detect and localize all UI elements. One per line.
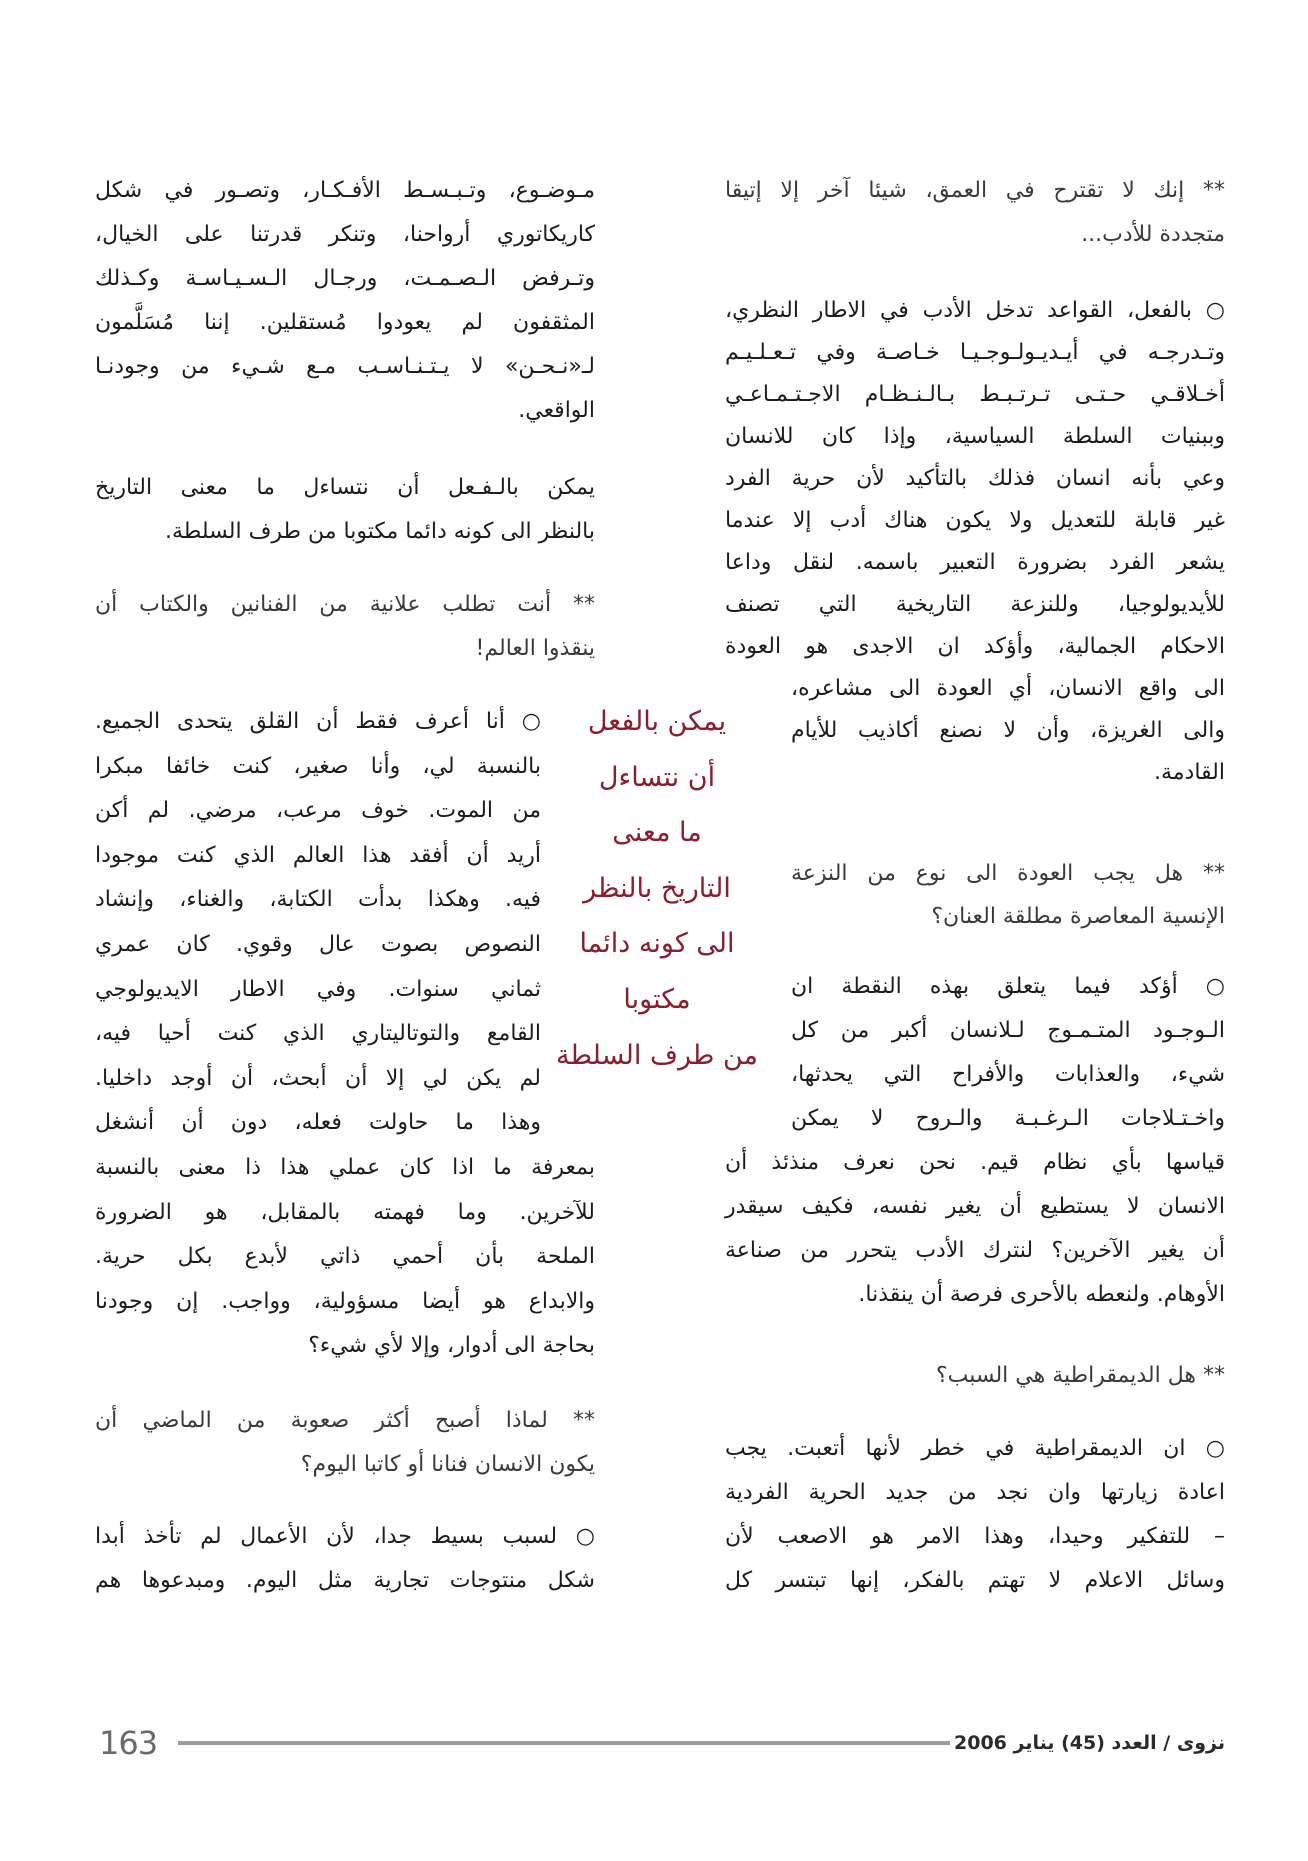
- text-line: ○ أنا أعرف فقط أن القلق يتحدى الجميع.: [95, 709, 541, 734]
- text-line: بمعرفة ما اذا كان عملي هذا ذا معنى بالنسبة: [95, 1154, 595, 1180]
- answer-paragraph: [725, 965, 1225, 1317]
- pull-quote-line: الى كونه دائما: [579, 928, 735, 960]
- question-paragraph: [95, 583, 595, 671]
- text-line: وتـدرجـه في أيـديـولـوجـيـا خـاصـة وفي تـعـلـيـم: [725, 340, 1225, 365]
- text-line: الى واقع الانسان، أي العودة الى مشاعره،: [791, 676, 1225, 701]
- pull-quote-line: التاريخ بالنظر: [583, 872, 731, 904]
- text-line: قياسها بأي نظام قيم. نحن نعرف منذئذ أن: [725, 1150, 1225, 1175]
- pull-quote: [553, 694, 761, 1083]
- text-line: ** لماذا أصبح أكثر صعوبة من الماضي أن: [95, 1408, 595, 1433]
- text-line: القامع والتوتاليتاري الذي كنت أحيا فيه،: [95, 1021, 541, 1047]
- text-line: ○ بالفعل، القواعد تدخل الأدب في الاطار النظري،: [725, 298, 1225, 323]
- text-line: وهذا ما حاولت فعله، دون أن أنشغل: [95, 1110, 541, 1136]
- text-line: متجددة للأدب...: [1081, 222, 1225, 247]
- text-line: الـوجـود المتـمـوج لـلانسان أكبر من كل: [791, 1018, 1225, 1043]
- text-line: أريد أن أفقد هذا العالم الذي كنت موجودا: [95, 842, 541, 868]
- footer-divider: [178, 1741, 950, 1745]
- issue-label: نزوى / العدد (45) يناير 2006: [954, 1732, 1225, 1754]
- text-line: يمكن بالـفـعل أن نتساءل ما معنى التاريخ: [95, 475, 595, 500]
- text-line: أخـلاقـي حـتـى تـرتـبـط بـالـنـظـام الاجـتـمـاعـي: [725, 382, 1225, 407]
- text-line: ** هل الديمقراطية هي السبب؟: [935, 1363, 1225, 1388]
- text-line: مـوضـوع، وتـبـسـط الأفـكـار، وتصـور في شكل: [95, 178, 595, 203]
- text-line: بالنسبة لي، وأنا صغير، كنت خائفا مبكرا: [95, 753, 541, 779]
- text-line: يكون الانسان فنانا أو كاتبا اليوم؟: [300, 1452, 595, 1477]
- text-line: فيه. وهكذا بدأت الكتابة، والغناء، وإنشاد: [95, 887, 541, 913]
- text-line: يشعر الفرد بضرورة التعبير باسمه. لنقل وداعا: [725, 550, 1225, 575]
- pull-quote-line: يمكن بالفعل: [587, 706, 727, 737]
- question-paragraph: [725, 852, 1225, 938]
- text-line: ثماني سنوات. وفي الاطار الايديولوجي: [95, 976, 541, 1002]
- question-paragraph: [95, 1399, 595, 1487]
- text-line: لـ«نـحـن» لا يـتـنـاسـب مـع شـيء من وجودنـا: [95, 354, 595, 379]
- text-line: وببنيات السلطة السياسية، وإذا كان للانسان: [725, 424, 1225, 449]
- text-line: اعادة زيارتها وان نجد من جديد الحرية الفردية: [725, 1480, 1225, 1505]
- text-line: بحاجة الى أدوار، وإلا لأي شيء؟: [308, 1333, 595, 1359]
- text-line: ** إنك لا تقترح في العمق، شيئا آخر إلا إتيقا: [725, 178, 1225, 203]
- text-line: لم يكن لي إلا أن أبحث، أن أوجد داخليا.: [95, 1065, 541, 1091]
- text-line: الأوهام. ولنعطه بالأحرى فرصة أن ينقذنا.: [858, 1282, 1225, 1307]
- answer-continuation-paragraph: [95, 169, 595, 433]
- text-line: غير قابلة للتعديل ولا يكون هناك أدب إلا عندما: [725, 508, 1225, 533]
- text-line: الإنسية المعاصرة مطلقة العنان؟: [931, 904, 1225, 929]
- answer-paragraph: [95, 700, 595, 1369]
- page-number: 163: [99, 1724, 158, 1762]
- text-line: – للتفكير وحيدا، وهذا الامر هو الاصعب لأن: [725, 1524, 1225, 1549]
- text-line: القادمة.: [1153, 760, 1225, 785]
- pull-quote-line: ما معنى: [612, 817, 702, 849]
- text-line: والى الغريزة، وأن لا نصنع أكاذيب للأيام: [791, 718, 1225, 743]
- text-line: النصوص بصوت عال وقوي. كان عمري: [95, 931, 541, 957]
- body-paragraph: [95, 466, 595, 554]
- text-line: بالنظر الى كونه دائما مكتوبا من طرف السلطة.: [165, 519, 595, 544]
- text-line: وتـرفض الـصـمـت، ورجـال الـسـيـاسـة وكـذلك: [95, 266, 595, 291]
- text-line: ** أنت تطلب علانية من الفنانين والكتاب أن: [95, 592, 595, 617]
- text-line: الملحة بأن أحمي ذاتي لأبدع بكل حرية.: [95, 1244, 595, 1270]
- text-line: شكل منتوجات تجارية مثل اليوم. ومبدعوها هم: [95, 1568, 595, 1593]
- text-line: وسائل الاعلام لا تهتم بالفكر، إنها تبتسر كل: [725, 1568, 1225, 1593]
- text-line: شيء، والعذابات والأفراح التي يحدثها،: [791, 1062, 1225, 1087]
- text-line: المثقفون لم يعودوا مُستقلين. إننا مُسَلَّمون: [95, 310, 595, 335]
- question-paragraph: [725, 1354, 1225, 1398]
- answer-paragraph: [95, 1515, 595, 1603]
- text-line: والابداع هو أيضا مسؤولية، وواجب. إن وجودنا: [95, 1288, 595, 1314]
- answer-paragraph: [725, 290, 1225, 794]
- text-line: ○ ان الديمقراطية في خطر لأنها أتعبت. يجب: [725, 1436, 1225, 1461]
- text-line: واخـتـلاجات الـرغـبـة والـروح لا يمكن: [791, 1106, 1225, 1131]
- left-column: [95, 0, 595, 1700]
- right-column: [725, 0, 1225, 1700]
- question-paragraph: [725, 169, 1225, 257]
- text-line: للأيديولوجيا، وللنزعة التاريخية التي تصنف: [725, 592, 1225, 617]
- text-line: أن يغير الآخرين؟ لنترك الأدب يتحرر من صناعة: [725, 1238, 1225, 1263]
- text-line: وعي بأنه انسان فذلك بالتأكيد لأن حرية الفرد: [725, 466, 1225, 491]
- pull-quote-line: أن نتساءل: [598, 761, 716, 793]
- text-line: ** هل يجب العودة الى نوع من النزعة: [791, 861, 1225, 886]
- text-line: ينقذوا العالم!: [475, 636, 595, 661]
- text-line: من الموت. خوف مرعب، مرضي. لم أكن: [95, 798, 541, 824]
- answer-paragraph: [725, 1427, 1225, 1603]
- text-line: للآخرين. وما فهمته بالمقابل، هو الضرورة: [95, 1199, 595, 1225]
- text-line: كاريكاتوري أرواحنا، وتنكر قدرتنا على الخيال،: [95, 222, 595, 247]
- text-line: الواقعي.: [518, 398, 595, 423]
- text-line: ○ أؤكد فيما يتعلق بهذه النقطة ان: [791, 974, 1225, 999]
- text-line: الانسان لا يستطيع أن يغير نفسه، فكيف سيقدر: [725, 1194, 1225, 1219]
- text-line: ○ لسبب بسيط جدا، لأن الأعمال لم تأخذ أبدا: [95, 1524, 595, 1549]
- text-line: الاحكام الجمالية، وأؤكد ان الاجدى هو العودة: [725, 634, 1225, 659]
- pull-quote-line: مكتوبا: [623, 983, 691, 1015]
- pull-quote-line: من طرف السلطة: [556, 1039, 758, 1071]
